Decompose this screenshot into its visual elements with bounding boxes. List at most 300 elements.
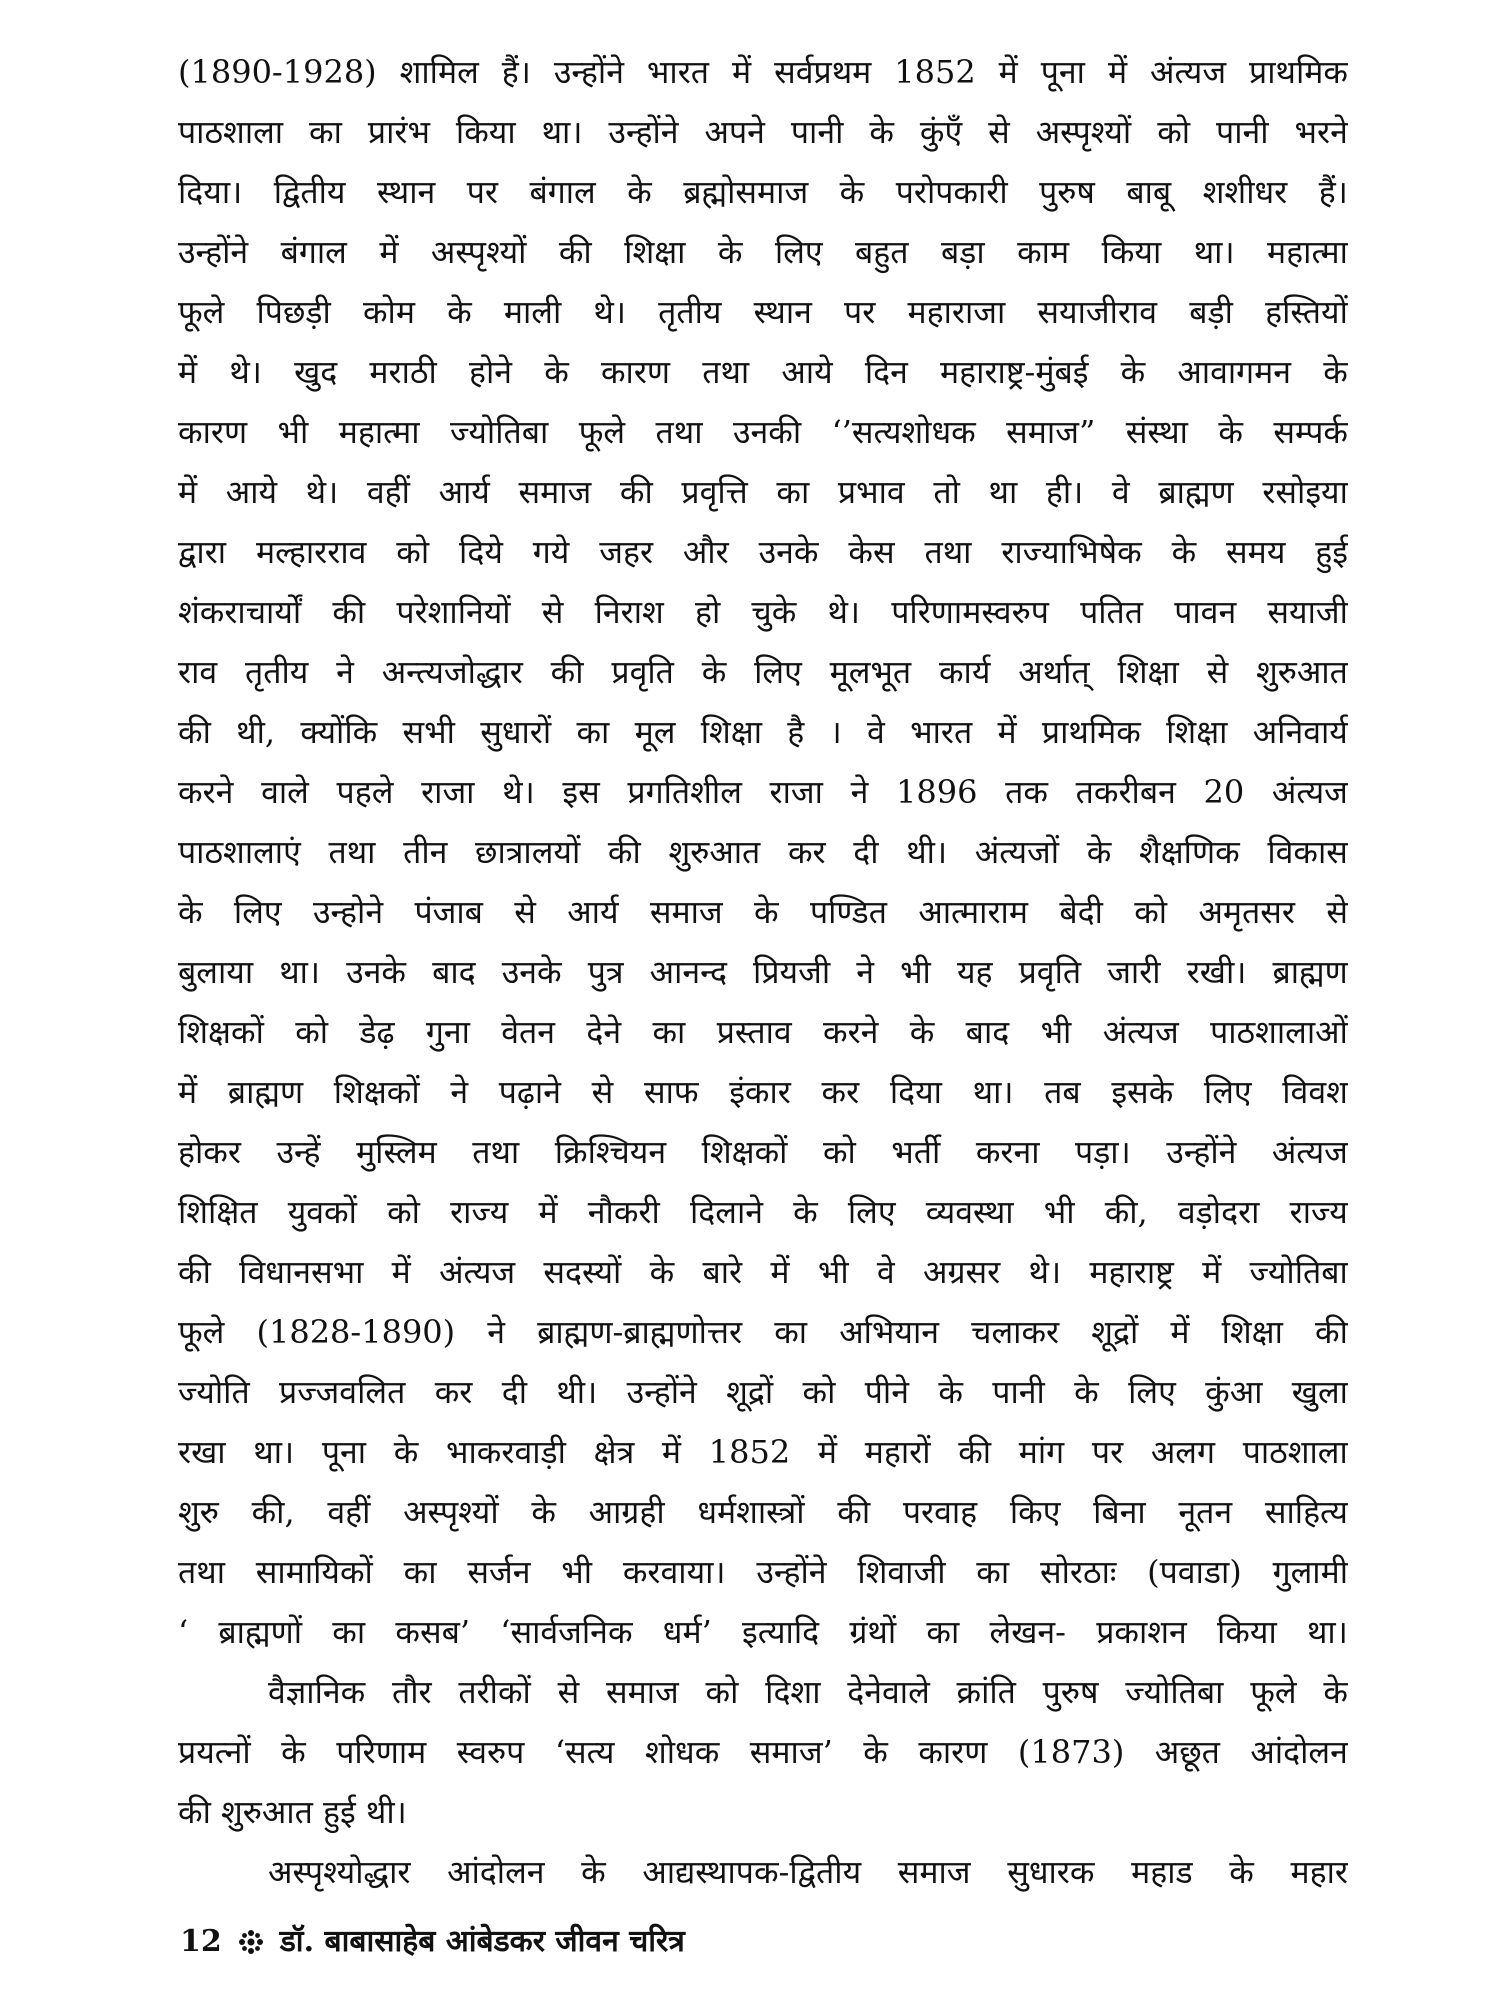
- word: पावन: [1174, 593, 1237, 631]
- word: शिक्षा: [1117, 653, 1179, 691]
- word: होकर: [178, 1133, 241, 1171]
- text-line: [178, 702, 1348, 762]
- word: बाद: [432, 953, 476, 991]
- word: प्रगतिशील: [627, 773, 742, 811]
- word: था।: [972, 1073, 1014, 1111]
- word: कर: [787, 833, 826, 871]
- word: परिणामस्वरुप: [891, 593, 1049, 631]
- word: ‘सार्वजनिक: [500, 1613, 633, 1651]
- word: के: [581, 1853, 606, 1891]
- text-line: [178, 342, 1348, 402]
- word: लेखन-: [989, 1613, 1066, 1651]
- word: आनन्द: [649, 953, 727, 991]
- word: के: [447, 293, 472, 331]
- word: क्षेत्र: [593, 1433, 635, 1471]
- word: महाराष्ट्र-मुंबई: [940, 353, 1089, 391]
- word: ‘सत्य: [554, 1733, 615, 1771]
- word: में: [379, 233, 399, 271]
- word: पाठशाला: [1242, 1433, 1348, 1471]
- word: के: [544, 353, 569, 391]
- word: इंकार: [729, 1073, 791, 1111]
- word: करवाया।: [622, 1553, 726, 1591]
- text-line: [178, 1482, 1348, 1542]
- word: ही।: [1045, 473, 1084, 511]
- word: राव: [178, 653, 218, 691]
- word: शिक्षकों: [178, 1013, 264, 1051]
- word: की: [332, 593, 366, 631]
- word: खुद: [294, 353, 338, 391]
- word: सुधारक: [1007, 1853, 1095, 1891]
- word: का: [576, 713, 610, 751]
- word: पुरुष: [1039, 173, 1095, 211]
- word: शिक्षा: [1166, 713, 1228, 751]
- word: की: [178, 713, 211, 751]
- text-line: [178, 522, 1348, 582]
- page-footer: [180, 1922, 685, 1962]
- word: करने: [823, 1013, 879, 1051]
- word: व्यवस्था: [925, 1193, 1014, 1231]
- word: धर्म’: [662, 1613, 712, 1651]
- word: तथा: [655, 413, 703, 451]
- word: में: [1107, 53, 1128, 91]
- word: उन्होंने: [1166, 1133, 1237, 1171]
- word: 20: [1203, 773, 1245, 811]
- word: मांग: [1018, 1433, 1065, 1471]
- word: किया: [1101, 233, 1162, 271]
- word: दिया: [889, 1073, 942, 1111]
- word: सामायिकों: [255, 1553, 373, 1591]
- word: प्रकाशन: [1096, 1613, 1187, 1651]
- word: चुके: [751, 593, 797, 631]
- word: प्रज्जवलित: [279, 1373, 406, 1411]
- word: के: [717, 233, 743, 271]
- word: वे: [867, 713, 885, 751]
- word: ब्राह्मण-ब्राह्मणोत्तर: [537, 1313, 743, 1351]
- word: राज्याभिषेक: [1001, 533, 1142, 571]
- word: का: [774, 1313, 808, 1351]
- word: ‘: [178, 1613, 189, 1651]
- word: उन्होंने: [626, 1373, 697, 1411]
- word: सयाजी: [1267, 593, 1348, 631]
- word: की: [178, 1253, 211, 1291]
- word: देनेवाले: [847, 1673, 930, 1711]
- word: के: [1218, 413, 1243, 451]
- word: अपने: [704, 113, 765, 151]
- word: के: [1120, 353, 1146, 391]
- word: ज्योतिबा: [1125, 1673, 1224, 1711]
- word: था।: [1306, 1613, 1348, 1651]
- word: तृतीय: [658, 293, 722, 331]
- word: वहीं: [327, 1493, 371, 1531]
- word: पतित: [1080, 593, 1144, 631]
- word: शूद्रों: [726, 1373, 774, 1411]
- word: का: [309, 113, 342, 151]
- word: शिक्षा: [624, 233, 686, 271]
- word: समाज”: [1006, 413, 1096, 451]
- word: सयाजीराव: [1037, 293, 1158, 331]
- word: ब्रह्मोसमाज: [683, 173, 809, 211]
- word: धर्मशास्त्रों: [697, 1493, 805, 1531]
- word: करने: [178, 773, 234, 811]
- word: पाठशाला: [178, 113, 284, 151]
- word: छात्रालयों: [475, 833, 581, 871]
- word: आग्रही: [588, 1493, 665, 1531]
- word: मल्हारराव: [255, 533, 367, 571]
- word: पानी: [790, 113, 844, 151]
- word: परिणाम: [336, 1733, 427, 1771]
- word: चलाकर: [971, 1313, 1060, 1351]
- word: राजा: [421, 773, 475, 811]
- word: अर्थात्: [1018, 653, 1090, 691]
- text-line: [178, 282, 1348, 342]
- word: राज्य: [450, 1193, 509, 1231]
- body-text: [178, 42, 1348, 1902]
- word: ज्योतिबा: [450, 413, 549, 451]
- word: ज्योति: [178, 1373, 250, 1411]
- word: साफ: [643, 1073, 699, 1111]
- word: केस: [848, 533, 895, 571]
- word: अंत्यज: [1271, 773, 1348, 811]
- word: से: [541, 593, 564, 631]
- word: पूना: [321, 1433, 367, 1471]
- word: खुला: [1291, 1373, 1348, 1411]
- word: महार: [1290, 1853, 1348, 1891]
- word: शिक्षित: [178, 1193, 258, 1231]
- text-line: [178, 1722, 1348, 1782]
- word: को: [1157, 113, 1191, 151]
- word: का: [976, 1553, 1010, 1591]
- word: था।: [279, 953, 321, 991]
- word: के: [393, 1433, 419, 1471]
- word: वेतन: [501, 1013, 556, 1051]
- word: के: [754, 893, 779, 931]
- word: यह: [956, 953, 993, 991]
- word: महाराष्ट्र: [1089, 1253, 1174, 1291]
- word: ने: [856, 953, 874, 991]
- word: हो: [694, 593, 721, 631]
- word: के: [1229, 1853, 1254, 1891]
- word: द्वारा: [178, 533, 227, 571]
- word: तीन: [403, 833, 448, 871]
- word: युवकों: [287, 1193, 357, 1231]
- word: शंकराचार्यों: [178, 593, 302, 631]
- text-line: [178, 1002, 1348, 1062]
- word: ज्योतिबा: [1249, 1253, 1348, 1291]
- word: बंगाल: [529, 173, 596, 211]
- word: आंदोलन: [447, 1853, 545, 1891]
- text-line: [178, 42, 1348, 102]
- word: समय: [1226, 533, 1286, 571]
- word: को: [396, 533, 430, 571]
- word: में: [538, 1193, 558, 1231]
- word: समाज’: [749, 1733, 833, 1771]
- word: तृतीय: [244, 653, 309, 691]
- word: परवाह: [902, 1493, 978, 1531]
- text-line: [178, 822, 1348, 882]
- word: उनके: [346, 953, 407, 991]
- word: अस्पृश्यों: [403, 1493, 499, 1531]
- word: भारत: [910, 713, 973, 751]
- word: थे।: [502, 773, 535, 811]
- word: डेढ़: [359, 1013, 395, 1051]
- word: में: [770, 1253, 790, 1291]
- word: लिए: [233, 893, 282, 931]
- text-line: [178, 102, 1348, 162]
- word: में: [1170, 1313, 1190, 1351]
- word: के: [627, 173, 652, 211]
- word: के: [1086, 833, 1112, 871]
- word: पिछड़ी: [256, 293, 331, 331]
- word: (पवाडा): [1147, 1553, 1242, 1591]
- text-line: [178, 1122, 1348, 1182]
- word: आंदोलन: [1250, 1733, 1348, 1771]
- word: दिया।: [178, 173, 243, 211]
- word: को: [822, 1133, 856, 1171]
- text-line: [178, 762, 1348, 822]
- word: समाज: [649, 893, 723, 931]
- word: तथा: [702, 353, 750, 391]
- word: परेशानियों: [396, 593, 511, 631]
- text-line: [178, 402, 1348, 462]
- word: ।: [829, 713, 842, 751]
- word: से: [557, 1673, 580, 1711]
- word: ने: [336, 653, 354, 691]
- word: फूले: [178, 293, 225, 331]
- word: पर: [1091, 1433, 1124, 1471]
- word: अंत्यज: [1102, 1013, 1179, 1051]
- word: की: [837, 1493, 871, 1531]
- word: शिवाजी: [857, 1553, 946, 1591]
- word: सुधारों: [480, 713, 552, 751]
- word: तक: [1005, 773, 1048, 811]
- word: कार्य: [938, 653, 991, 691]
- word: शामिल: [399, 53, 479, 91]
- word: रखी।: [1186, 953, 1247, 991]
- word: आद्यस्थापक-द्वितीय: [642, 1853, 862, 1891]
- text-line: [178, 1422, 1348, 1482]
- word: तो: [933, 473, 960, 511]
- text-line: [178, 1302, 1348, 1362]
- word: बड़ा: [940, 233, 985, 271]
- word: उन्होंने: [756, 1553, 827, 1591]
- word: रखा: [178, 1433, 226, 1471]
- word: की: [619, 473, 653, 511]
- word: बड़ी: [1189, 293, 1233, 331]
- word: इसके: [1111, 1073, 1174, 1111]
- page-number: 12: [180, 1924, 222, 1959]
- word: प्राथमिक: [1041, 713, 1141, 751]
- word: मराठी: [369, 353, 437, 391]
- word: कारण: [600, 353, 671, 391]
- word: इत्यादि: [742, 1613, 820, 1651]
- text-line: [178, 942, 1348, 1002]
- word: दी: [853, 833, 879, 871]
- word: के: [178, 893, 203, 931]
- word: में: [178, 353, 198, 391]
- word: दी: [501, 1373, 527, 1411]
- word: पंजाब: [414, 893, 483, 931]
- word: आत्माराम: [918, 893, 1028, 931]
- word: क्रांति: [956, 1673, 1016, 1711]
- word: पूना: [1040, 53, 1085, 91]
- word: लिए: [847, 1193, 896, 1231]
- word: क्योंकि: [300, 713, 378, 751]
- word: (1828-1890): [256, 1313, 456, 1351]
- word: से: [1206, 653, 1229, 691]
- word: राज्य: [1289, 1193, 1348, 1231]
- word: आये: [225, 473, 278, 511]
- word: भी: [1040, 1013, 1072, 1051]
- word: सर्जन: [467, 1553, 531, 1591]
- word: के: [281, 1733, 306, 1771]
- word: में: [997, 713, 1017, 751]
- word: बाबू: [1126, 173, 1172, 211]
- word: पुत्र: [587, 953, 624, 991]
- word: लिए: [1128, 1373, 1176, 1411]
- word: किया: [455, 113, 516, 151]
- word: कसब’: [395, 1613, 471, 1651]
- word: कारण: [918, 1733, 988, 1771]
- word: हैं।: [501, 53, 531, 91]
- word: कोम: [362, 293, 415, 331]
- word: के: [701, 653, 727, 691]
- flower-ornament-icon: [236, 1927, 266, 1957]
- word: पाठशालाओं: [1210, 1013, 1348, 1051]
- word: ब्राह्मण: [227, 1073, 304, 1111]
- word: तथा: [328, 833, 376, 871]
- word: में: [1202, 1253, 1222, 1291]
- word: (1873): [1017, 1733, 1125, 1771]
- word: की,: [1104, 1193, 1148, 1231]
- word: थे।: [1028, 1253, 1062, 1291]
- word: स्थान: [753, 293, 812, 331]
- word: आये: [781, 353, 833, 391]
- word: अन्त्यजोद्धार: [381, 653, 523, 691]
- word: को: [802, 1373, 836, 1411]
- word: अंत्यज: [439, 1253, 516, 1291]
- word: (1890-1928): [178, 53, 377, 91]
- word: के: [938, 1373, 963, 1411]
- word: शशीधर: [1202, 173, 1288, 211]
- word: प्राथमिक: [1249, 53, 1348, 91]
- word: देने: [586, 1013, 622, 1051]
- word: करना: [975, 1133, 1040, 1171]
- word: बुलाया: [178, 953, 254, 991]
- word: तथा: [472, 1133, 520, 1171]
- word: तकरीबन: [1075, 773, 1176, 811]
- word: आर्य: [438, 473, 490, 511]
- word: में: [178, 473, 198, 511]
- word: मुस्लिम: [356, 1133, 437, 1171]
- word: प्रवृत्ति: [681, 473, 748, 511]
- word: ने: [850, 773, 869, 811]
- word: कुंएँ: [919, 113, 963, 151]
- word: दिलाने: [689, 1193, 763, 1231]
- word: समाज: [897, 1853, 971, 1891]
- text-line: [178, 1062, 1348, 1122]
- word: प्रारंभ: [367, 113, 430, 151]
- word: महाड: [1131, 1853, 1193, 1891]
- text-line: [178, 222, 1348, 282]
- word: वाले: [261, 773, 309, 811]
- word: संस्था: [1125, 413, 1188, 451]
- word: तथा: [178, 1553, 225, 1591]
- word: की: [1315, 1313, 1348, 1351]
- word: महाराजा: [907, 293, 1006, 331]
- text-line: की शुरुआत हुई थी।: [178, 1793, 407, 1831]
- word: थे।: [593, 293, 626, 331]
- word: पर: [844, 293, 876, 331]
- word: दिशा: [765, 1673, 821, 1711]
- word: थी,: [236, 713, 276, 751]
- word: उन्होंने: [178, 233, 249, 271]
- word: अछूत: [1154, 1733, 1220, 1771]
- text-line: [178, 1242, 1348, 1302]
- word: और: [682, 533, 729, 571]
- word: के: [863, 1733, 888, 1771]
- word: अलग: [1150, 1433, 1216, 1471]
- word: तब: [1044, 1073, 1081, 1111]
- word: ब्राह्मण: [1272, 953, 1348, 991]
- word: महारों: [864, 1433, 931, 1471]
- word: बंगाल: [280, 233, 347, 271]
- word: प्रयत्नों: [178, 1733, 251, 1771]
- word: गुलामी: [1272, 1553, 1348, 1591]
- word: थी।: [906, 833, 948, 871]
- word: पानी: [992, 1373, 1045, 1411]
- word: इस: [562, 773, 600, 811]
- word: से: [514, 893, 536, 931]
- word: थे।: [229, 353, 262, 391]
- word: में: [732, 53, 752, 91]
- word: दिन: [864, 353, 908, 391]
- word: शूद्रों: [1091, 1313, 1139, 1351]
- text-line: [178, 462, 1348, 522]
- word: वड़ोदरा: [1177, 1193, 1260, 1231]
- word: शुरुआत: [668, 833, 761, 871]
- word: किए: [1009, 1493, 1061, 1531]
- word: प्रवृति: [1018, 953, 1082, 991]
- word: बिना: [1093, 1493, 1146, 1531]
- word: में: [391, 1253, 411, 1291]
- word: उन्होने: [312, 893, 384, 931]
- word: से: [591, 1073, 614, 1111]
- word: की: [607, 833, 641, 871]
- word: की: [550, 653, 584, 691]
- word: वे: [876, 1253, 895, 1291]
- word: अग्रसर: [923, 1253, 1001, 1291]
- word: पर: [466, 173, 498, 211]
- text-line: [178, 1842, 1348, 1902]
- word: तौर: [391, 1673, 432, 1711]
- word: थे।: [305, 473, 339, 511]
- word: था।: [253, 1433, 295, 1471]
- word: ग्रंथों: [849, 1613, 897, 1651]
- text-line: [178, 162, 1348, 222]
- word: था।: [1193, 233, 1235, 271]
- word: उनके: [758, 533, 819, 571]
- word: समाज: [518, 473, 592, 511]
- word: से: [1326, 893, 1348, 931]
- text-line: [178, 1542, 1348, 1602]
- word: में: [998, 53, 1018, 91]
- word: मूलभूत: [829, 653, 912, 691]
- word: पड़ा।: [1075, 1133, 1131, 1171]
- word: अंत्यज: [1150, 53, 1227, 91]
- word: 1852: [708, 1433, 791, 1471]
- word: थी।: [556, 1373, 598, 1411]
- word: 1852: [894, 53, 976, 91]
